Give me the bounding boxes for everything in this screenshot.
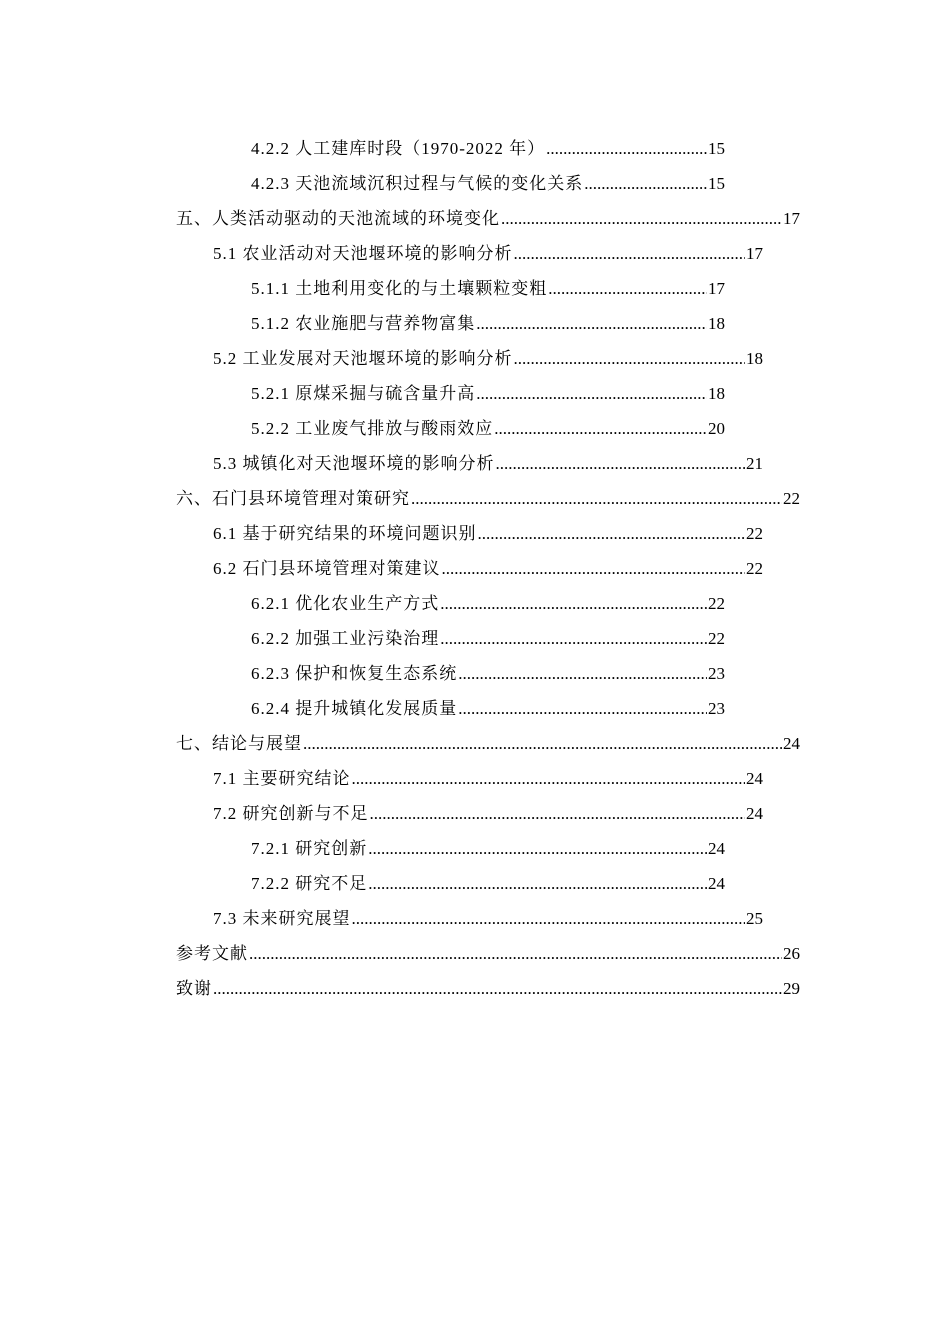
toc-dot-leader: [478, 516, 746, 551]
toc-entry-line: [251, 866, 725, 901]
toc-entry[interactable]: [176, 131, 800, 166]
toc-entry-title: 六、石门县环境管理对策研究: [176, 489, 410, 508]
toc-entry-page-number: 22: [708, 594, 725, 613]
toc-entry-title: 七、结论与展望: [176, 734, 302, 753]
toc-entry[interactable]: [176, 306, 800, 341]
toc-entry-line: [213, 796, 763, 831]
toc-entry-line: [176, 936, 800, 971]
toc-entry-title: 6.2.4 提升城镇化发展质量: [251, 699, 458, 718]
toc-dot-leader: [442, 551, 746, 586]
toc-entry-title: 7.1 主要研究结论: [213, 769, 351, 788]
toc-entry-line: [251, 131, 725, 166]
toc-entry-page-number: 15: [708, 174, 725, 193]
toc-dot-leader: [368, 866, 707, 901]
toc-entry[interactable]: [176, 831, 800, 866]
toc-entry-title: 5.1 农业活动对天池堰环境的影响分析: [213, 244, 513, 263]
toc-entry-title: 参考文献: [176, 944, 248, 963]
toc-dot-leader: [352, 901, 746, 936]
toc-entry-page-number: 22: [746, 559, 763, 578]
toc-entry-title: 7.3 未来研究展望: [213, 909, 351, 928]
toc-entry[interactable]: [176, 411, 800, 446]
toc-entry-line: [251, 621, 725, 656]
toc-entry[interactable]: [176, 481, 800, 516]
toc-entry[interactable]: [176, 866, 800, 901]
toc-entry-line: [213, 761, 763, 796]
toc-entry-page-number: 17: [783, 209, 800, 228]
toc-dot-leader: [303, 726, 782, 761]
toc-entry[interactable]: [176, 971, 800, 1006]
toc-entry[interactable]: [176, 586, 800, 621]
toc-entry[interactable]: [176, 376, 800, 411]
toc-entry-line: [176, 971, 800, 1006]
toc-entry-page-number: 18: [708, 384, 725, 403]
toc-entry[interactable]: [176, 691, 800, 726]
toc-entry[interactable]: [176, 446, 800, 481]
toc-entry-page-number: 23: [708, 664, 725, 683]
toc-entry[interactable]: [176, 551, 800, 586]
toc-entry-page-number: 23: [708, 699, 725, 718]
toc-entry-page-number: 21: [746, 454, 763, 473]
toc-entry-title: 5.3 城镇化对天池堰环境的影响分析: [213, 454, 495, 473]
toc-entry-line: [251, 656, 725, 691]
toc-entry-line: [213, 901, 763, 936]
toc-entry-title: 五、人类活动驱动的天池流域的环境变化: [176, 209, 500, 228]
toc-dot-leader: [458, 656, 707, 691]
toc-entry-page-number: 17: [708, 279, 725, 298]
toc-entry-page-number: 20: [708, 419, 725, 438]
toc-dot-leader: [476, 306, 707, 341]
toc-entry-page-number: 24: [746, 804, 763, 823]
toc-entry-title: 6.1 基于研究结果的环境问题识别: [213, 524, 477, 543]
toc-dot-leader: [496, 446, 746, 481]
toc-entry-page-number: 22: [746, 524, 763, 543]
toc-entry-line: [213, 446, 763, 481]
toc-entry[interactable]: [176, 901, 800, 936]
toc-entry-page-number: 22: [708, 629, 725, 648]
toc-entry-line: [251, 271, 725, 306]
toc-entry-line: [213, 341, 763, 376]
toc-entry-title: 5.1.1 土地利用变化的与土壤颗粒变粗: [251, 279, 548, 298]
toc-entry-title: 6.2.2 加强工业污染治理: [251, 629, 440, 648]
toc-entry-page-number: 24: [783, 734, 800, 753]
toc-entry-title: 5.1.2 农业施肥与营养物富集: [251, 314, 476, 333]
toc-entry-page-number: 24: [746, 769, 763, 788]
toc-entry-page-number: 18: [746, 349, 763, 368]
toc-entry-line: [251, 831, 725, 866]
toc-entry[interactable]: [176, 271, 800, 306]
toc-entry[interactable]: [176, 761, 800, 796]
toc-dot-leader: [213, 971, 782, 1006]
toc-entry-line: [176, 201, 800, 236]
toc-entry[interactable]: [176, 236, 800, 271]
toc-entry-title: 7.2 研究创新与不足: [213, 804, 369, 823]
toc-dot-leader: [352, 761, 746, 796]
toc-dot-leader: [440, 621, 707, 656]
toc-entry-page-number: 15: [708, 139, 725, 158]
toc-dot-leader: [249, 936, 782, 971]
toc-entry-title: 5.2 工业发展对天池堰环境的影响分析: [213, 349, 513, 368]
toc-entry-title: 6.2 石门县环境管理对策建议: [213, 559, 441, 578]
toc-dot-leader: [440, 586, 707, 621]
toc-entry-title: 4.2.3 天池流域沉积过程与气候的变化关系: [251, 174, 584, 193]
toc-entry-page-number: 26: [783, 944, 800, 963]
toc-dot-leader: [370, 796, 746, 831]
toc-entry[interactable]: [176, 201, 800, 236]
toc-entry[interactable]: [176, 166, 800, 201]
toc-entry-line: [176, 481, 800, 516]
toc-dot-leader: [494, 411, 707, 446]
toc-entry[interactable]: [176, 621, 800, 656]
toc-dot-leader: [546, 131, 707, 166]
toc-entry-page-number: 24: [708, 839, 725, 858]
toc-dot-leader: [458, 691, 707, 726]
toc-entry[interactable]: [176, 516, 800, 551]
toc-dot-leader: [411, 481, 782, 516]
toc-dot-leader: [514, 341, 746, 376]
toc-dot-leader: [584, 166, 707, 201]
toc-entry-title: 6.2.1 优化农业生产方式: [251, 594, 440, 613]
toc-entry-line: [213, 236, 763, 271]
toc-entry-title: 致谢: [176, 979, 212, 998]
toc-entry-title: 5.2.2 工业废气排放与酸雨效应: [251, 419, 494, 438]
toc-entry-line: [251, 691, 725, 726]
toc-entry-line: [251, 586, 725, 621]
toc-entry-line: [176, 726, 800, 761]
toc-entry-page-number: 29: [783, 979, 800, 998]
toc-entry-page-number: 25: [746, 909, 763, 928]
toc-entry-page-number: 18: [708, 314, 725, 333]
toc-entry[interactable]: [176, 341, 800, 376]
toc-dot-leader: [476, 376, 707, 411]
toc-entry[interactable]: [176, 936, 800, 971]
toc-entry-line: [213, 551, 763, 586]
toc-entry-page-number: 17: [746, 244, 763, 263]
toc-dot-leader: [548, 271, 707, 306]
toc-dot-leader: [514, 236, 746, 271]
toc-entry-line: [213, 516, 763, 551]
toc-entry[interactable]: [176, 656, 800, 691]
toc-entry[interactable]: [176, 796, 800, 831]
toc-dot-leader: [368, 831, 707, 866]
toc-entry-line: [251, 166, 725, 201]
toc-entry[interactable]: [176, 726, 800, 761]
toc-entry-line: [251, 376, 725, 411]
toc-entry-title: 5.2.1 原煤采掘与硫含量升高: [251, 384, 476, 403]
toc-entry-title: 7.2.1 研究创新: [251, 839, 368, 858]
toc-entry-title: 7.2.2 研究不足: [251, 874, 368, 893]
table-of-contents: [176, 131, 800, 1006]
toc-entry-line: [251, 411, 725, 446]
toc-entry-page-number: 24: [708, 874, 725, 893]
toc-entry-title: 6.2.3 保护和恢复生态系统: [251, 664, 458, 683]
toc-entry-line: [251, 306, 725, 341]
toc-entry-page-number: 22: [783, 489, 800, 508]
toc-dot-leader: [501, 201, 782, 236]
toc-entry-title: 4.2.2 人工建库时段（1970-2022 年）: [251, 139, 546, 158]
